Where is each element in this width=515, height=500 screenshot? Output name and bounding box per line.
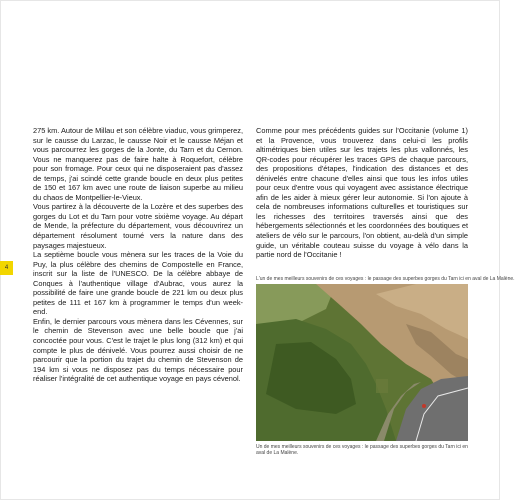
- photo-caption-bottom: Un de mes meilleurs souvenirs de ces voyages : le passage des superbes gorges du Tarn ici en aval de La Malène.: [256, 444, 468, 456]
- paragraph-1: 275 km. Autour de Millau et son célèbre viaduc, vous grimperez, sur le causse du Larzac, le causse Noir et le causse Méjan et vous parcourrez les gorges de la Jonte, du Tarn et du Cernon. Vous ne manquerez pas de faire halte à Roquefort, célèbre pour son fromage. Pour ceux qui ne disposeraient pas d'assez de temps, j'ai scindé cette grande boucle en deux plus petites de 150 et 167 km avec une route de liaison superbe au milieu du chaos de Montpellier-le-Vieux.: [33, 126, 243, 202]
- right-text-column: [256, 126, 468, 260]
- photo-caption-top: L'un de mes meilleurs souvenirs de ces voyages : le passage des superbes gorges du Tarn ici en aval de La Malène.: [256, 276, 515, 282]
- cyclist: [422, 404, 426, 408]
- shrub: [376, 379, 388, 393]
- paragraph-5: Comme pour mes précédents guides sur l'Occitanie (volume 1) et la Provence, vous trouverez dans celui-ci les profils altimétriques bien utiles sur les trajets les plus vallonnés, les QR-codes pour récupérer les traces GPS de chaque parcours, des propositions d'étapes, l'indication des distances et des dénivelés entre chacune d'elles ainsi que tous les infos utiles pour ceux d'entre vous qui voyagent avec assistance électrique afin de les aider à mieux gérer leur autonomie. Si l'on ajoute à cela de nombreuses informations culturelles et touristiques sur les richesses des territoires traversés ainsi que des hébergements sélectionnés et les coordonnées des boutiques et ateliers de vélo sur le parcours, l'on obtient, au-delà d'un simple guide, un véritable couteau suisse du voyage à vélo dans la partie nord de l'Occitanie !: [256, 126, 468, 260]
- photo-illustration: [256, 284, 468, 441]
- paragraph-2: Vous partirez à la découverte de la Lozère et des superbes des gorges du Lot et du Tarn pour votre sixième voyage. Au départ de Mende, la préfecture du département, vous découvrirez un département résolument tourné vers la nature dans des paysages majestueux.: [33, 202, 243, 250]
- page-number-tab: 4: [0, 261, 13, 275]
- gorge-road-photo: [256, 284, 468, 441]
- paragraph-4: Enfin, le dernier parcours vous mènera dans les Cévennes, sur le chemin de Stevenson avec une belle boucle que j'ai concoctée pour vous. C'est le trajet le plus long (312 km) et qui compte le plus de dénivelé. Vous pourrez aussi choisir de ne parcourir que la portion du trajet du chemin de Stevenson de 194 km si vous ne disposez pas du temps nécessaire pour réaliser l'intégralité de cet authentique voyage en pays cévenol.: [33, 316, 243, 384]
- paragraph-3: La septième boucle vous mènera sur les traces de la Voie du Puy, la plus célèbre des chemins de Compostelle en France, inscrit sur la liste de l'UNESCO. De la célèbre abbaye de Conques à l'authentique village d'Aubrac, vous aurez la possibilité de faire une grande boucle de 221 km ou deux plus petites de 111 et 167 km à programmer le temps d'un week-end.: [33, 250, 243, 317]
- left-text-column: [33, 126, 243, 384]
